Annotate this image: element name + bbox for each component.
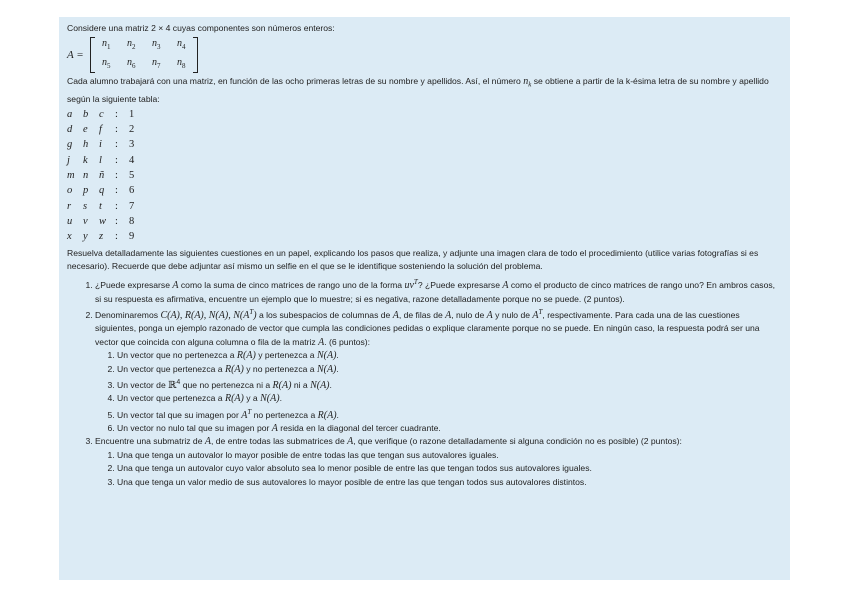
matrix-equation	[67, 37, 782, 73]
letter-cell: k	[83, 154, 88, 166]
question-3: 3. Encuentre una submatriz de A, de entre todas las submatrices de A, que verifique (o razone detalladamente si alguna condición no es posible) (2 puntos): 1. Una que tenga un autovalor lo mayor posible de entre todas las que tengan sus autovalores iguales. 2. Una que tenga un autovalor cuyo valor absoluto sea lo menor posible de entre las que tengan todos sus autovalores iguales. 3. Una que tenga un valor medio de sus autovalores lo mayor posible de entre las que tengan todos sus autovalores distintos.	[95, 435, 782, 489]
letter-cell: t	[99, 200, 102, 212]
matrix-entry: $n_6$	[126, 57, 136, 71]
colon-separator: :	[115, 231, 118, 243]
letter-table-row	[67, 214, 149, 229]
letter-cell: j	[67, 154, 70, 166]
letter-cell: p	[83, 185, 89, 197]
colon-separator: :	[115, 215, 118, 227]
letter-value: 8	[129, 215, 135, 227]
matrix-lhs: A =	[67, 48, 84, 61]
instructions-paragraph: Cada alumno trabajará con una matriz, en función de las ocho primeras letras de su nombre y apellidos. Así, el número $n_k$ se obtiene a partir de la k-ésima letra de su nombre y apellido según la siguiente tabla:	[67, 76, 769, 104]
colon-separator: :	[115, 170, 118, 182]
letter-cell: r	[67, 200, 72, 212]
letter-cell: g	[67, 139, 73, 151]
question-2: 2. Denominaremos C(A), R(A), N(A), $N(A^T)$ a los subespacios de columnas de A, de filas de A, nulo de A y nulo de $A^T$, respectivamente. Para cada una de las cuestiones siguientes, ponga un ejemplo razonado de vector que cumpla las condiciones pedidas o explique claramente porque no se puede. En ningún caso, la respuesta podrá ser una vector que coincida con alguna columna o fila de la matriz A. (6 puntos): 1. Un vector que no pertenezca a R(A) y pertenezca a N(A). 2. Un vector que pertenezca a R(A) y no pertenezca a N(A). 3. Un vector de ℝ$^4$ que no pertenezca ni a R(A) ni a N(A). 4. Un vector que pertenezca a R(A) y a N(A). 5. Un vector tal que su imagen por $A^T$ no pertenezca a R(A). 6. Un vector no nulo tal que su imagen por A resida en la diagonal del tercer cuadrante.	[95, 306, 782, 435]
question-2-item: 1. Un vector que no pertenezca a R(A) y pertenezca a N(A).	[117, 349, 782, 362]
letter-cell: x	[67, 231, 72, 243]
question-3-item: 2. Una que tenga un autovalor cuyo valor absoluto sea lo menor posible de entre las que tengan todos sus autovalores iguales.	[117, 462, 782, 475]
submission-instructions: Resuelva detalladamente las siguientes cuestiones en un papel, explicando los pasos que realiza, y adjunte una imagen clara de todo el procedimiento (utilice varias fotografías si es necesario). Recuerde que debe adjuntar así mismo un selfie en el que se le identifique sosteniendo la solución del problema.	[67, 247, 759, 272]
letter-cell: i	[99, 139, 102, 151]
letter-cell: a	[67, 108, 73, 120]
letter-table-row	[67, 107, 149, 122]
letter-cell: e	[83, 124, 88, 136]
letter-value: 4	[129, 154, 135, 166]
matrix-A	[90, 36, 198, 74]
letter-table-row	[67, 229, 149, 244]
question-2-item: 4. Un vector que pertenezca a R(A) y a N(A).	[117, 392, 782, 405]
letter-cell: w	[99, 215, 107, 227]
question-3-item: 3. Una que tenga un valor medio de sus autovalores lo mayor posible de entre las que tengan todos sus autovalores distintos.	[117, 476, 782, 489]
letter-cell: f	[99, 124, 102, 136]
letter-value: 6	[129, 185, 135, 197]
letter-value: 3	[129, 139, 135, 151]
letter-value: 1	[129, 108, 135, 120]
letter-cell: d	[67, 124, 73, 136]
question-2-item: 6. Un vector no nulo tal que su imagen por A resida en la diagonal del tercer cuadrante.	[117, 422, 782, 435]
matrix-entry: $n_2$	[126, 38, 136, 52]
problem-statement-panel	[59, 17, 790, 580]
question-2-item: 3. Un vector de ℝ$^4$ que no pertenezca ni a R(A) ni a N(A).	[117, 376, 782, 392]
question-2-item: 5. Un vector tal que su imagen por $A^T$ no pertenezca a R(A).	[117, 406, 782, 422]
colon-separator: :	[115, 200, 118, 212]
matrix-row	[94, 55, 194, 74]
letter-cell: b	[83, 108, 89, 120]
letter-cell: ñ	[99, 170, 105, 182]
letter-value: 9	[129, 231, 135, 243]
letter-cell: n	[83, 170, 89, 182]
letter-table-row	[67, 153, 149, 168]
question-2-item: 2. Un vector que pertenezca a R(A) y no pertenezca a N(A).	[117, 363, 782, 376]
matrix-entry: $n_8$	[176, 57, 186, 71]
letter-cell: s	[83, 200, 88, 212]
intro-text: Considere una matriz 2 × 4 cuyas componentes son números enteros:	[67, 23, 335, 33]
letter-cell: c	[99, 108, 104, 120]
matrix-row	[94, 36, 194, 55]
matrix-entry: $n_7$	[151, 57, 161, 71]
matrix-entry: $n_4$	[176, 38, 186, 52]
letter-value: 2	[129, 124, 135, 136]
question-1: 1. ¿Puede expresarse A como la suma de cinco matrices de rango uno de la forma $uv^T$? ¿Puede expresarse A como el producto de cinco matrices de rango uno? En ambros casos, si su respuesta es afirmativa, encuentre un ejemplo que lo muestre; si es negativa, razone detalladamente porque no se puede. (2 puntos).	[95, 276, 782, 306]
letter-value: 7	[129, 200, 135, 212]
letter-cell: z	[99, 231, 104, 243]
letter-table-row	[67, 138, 149, 153]
letter-cell: q	[99, 185, 105, 197]
question-3-subitems	[95, 449, 782, 489]
letter-table-row	[67, 183, 149, 198]
letter-value: 5	[129, 170, 135, 182]
colon-separator: :	[115, 139, 118, 151]
matrix-entry: $n_5$	[101, 57, 111, 71]
matrix-entry: $n_3$	[151, 38, 161, 52]
letter-cell: y	[83, 231, 88, 243]
questions-list	[67, 276, 782, 489]
letter-cell: m	[67, 170, 75, 182]
question-2-subitems	[95, 349, 782, 435]
letter-table-row	[67, 122, 149, 137]
letter-cell: l	[99, 154, 102, 166]
question-3-item: 1. Una que tenga un autovalor lo mayor posible de entre todas las que tengan sus autovalores iguales.	[117, 449, 782, 462]
colon-separator: :	[115, 154, 118, 166]
letter-cell: h	[83, 139, 89, 151]
letter-cell: o	[67, 185, 73, 197]
colon-separator: :	[115, 185, 118, 197]
letter-value-table	[67, 107, 149, 245]
letter-table-row	[67, 168, 149, 183]
colon-separator: :	[115, 108, 118, 120]
letter-table-row	[67, 199, 149, 214]
matrix-entry: $n_1$	[101, 38, 111, 52]
letter-cell: v	[83, 215, 88, 227]
letter-cell: u	[67, 215, 73, 227]
colon-separator: :	[115, 124, 118, 136]
